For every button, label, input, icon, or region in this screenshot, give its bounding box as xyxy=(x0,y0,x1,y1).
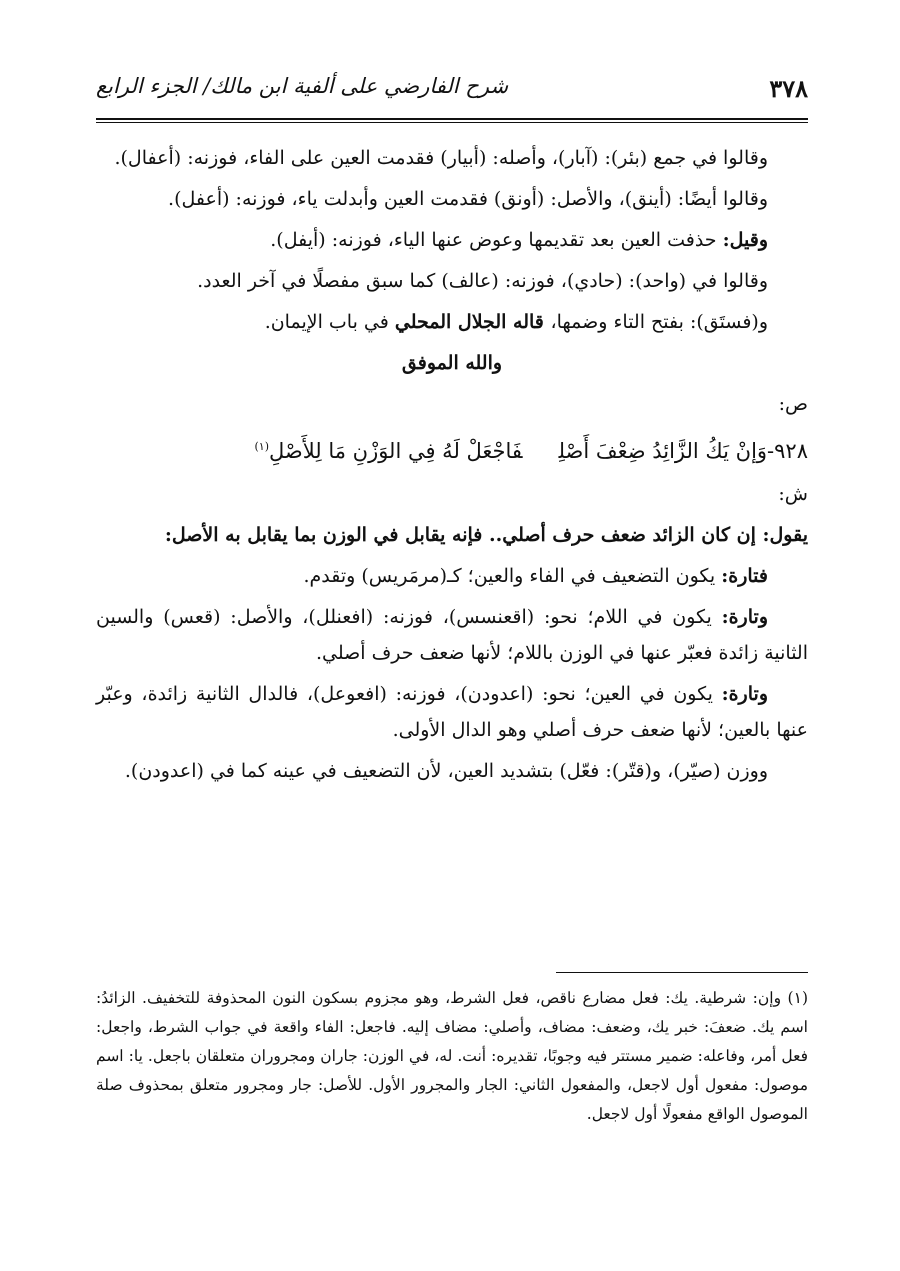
paragraph-text: يكون التضعيف في الفاء والعين؛ كـ(مرمَريس) وتقدم. xyxy=(303,565,722,587)
page-number: ٣٧٨ xyxy=(769,74,808,103)
footnote-reference[interactable]: (١) xyxy=(254,440,269,453)
paragraph-label: وتارة: xyxy=(721,606,768,628)
cited-scholar: قاله الجلال المحلي xyxy=(394,311,551,333)
footnote-rule xyxy=(556,972,808,973)
paragraph xyxy=(96,676,808,748)
paragraph xyxy=(96,558,808,594)
paragraph-text: و(فستَق): بفتح التاء وضمها، xyxy=(550,311,768,333)
paragraph-label: فتارة: xyxy=(721,565,768,587)
paragraph xyxy=(96,599,808,671)
footnote-text: (١) وإن: شرطية. يك: فعل مضارع ناقص، فعل الشرط، وهو مجزوم بسكون النون المحذوفة للتخفيف. الزائدُ: اسم يك. ضعفَ: خبر يك، وضعف: مضاف، وأصلي: مضاف إليه. فاجعل: الفاء واقعة في جواب الشرط، واجعل: فعل أمر، وفاعله: ضمير مستتر فيه وجوبًا، تقديره: أنت. له، في الوزن: جاران ومجروران متعلقان باجعل. يا: اسم موصول: مفعول أول لاجعل، والمفعول الثاني: الجار والمجرور الأول. للأصل: جار ومجرور متعلق بمحذوف صلة الموصول الواقع مفعولًا أول لاجعل. xyxy=(96,989,808,1123)
header-rule-thin xyxy=(96,122,808,123)
paragraph xyxy=(96,222,808,258)
header-rule xyxy=(96,118,808,120)
main-text xyxy=(96,140,808,794)
closing-phrase: والله الموفق xyxy=(401,352,503,374)
running-title: شرح الفارضي على ألفية ابن مالك/ الجزء الرابع xyxy=(96,74,509,98)
paragraph: وقالوا في جمع (بئر): (آبار)، وأصله: (أبيار) فقدمت العين على الفاء، فوزنه: (أعفال). xyxy=(114,147,768,169)
summary-text: يقول: إن كان الزائد ضعف حرف أصلي.. فإنه يقابل في الوزن بما يقابل به الأصل: xyxy=(164,524,808,546)
paragraph: وقالوا أيضًا: (أينق)، والأصل: (أونق) فقدمت العين وأبدلت ياء، فوزنه: (أعفل). xyxy=(168,188,768,210)
commentary-label: ش: xyxy=(778,483,808,505)
verse-number: ٩٢٨- xyxy=(767,439,808,463)
paragraph-text: في باب الإيمان. xyxy=(264,311,395,333)
paragraph-text: يكون في اللام؛ نحو: (اقعنسس)، فوزنه: (افعنلل)، والأصل: (قعس) والسين الثانية زائدة فعبّر عنها في الوزن باللام؛ لأنها ضعف حرف أصلي. xyxy=(96,606,808,664)
footnote xyxy=(96,984,808,1129)
paragraph: ووزن (صيّر)، و(قتّر): فعّل) بتشديد العين، لأن التضعيف في عينه كما في (اعدودن). xyxy=(124,760,768,782)
paragraph-label: وتارة: xyxy=(721,683,768,705)
paragraph-label: وقيل: xyxy=(722,229,768,251)
verse-line xyxy=(96,427,808,471)
paragraph: وقالوا في (واحد): (حادي)، فوزنه: (عالف) كما سبق مفصلًا في آخر العدد. xyxy=(197,270,768,292)
verse-hemistich-2: فَاجْعَلْ لَهُ فِي الوَزْنِ مَا لِلأَصْلِ xyxy=(268,439,523,463)
verse-label: ص: xyxy=(778,393,808,415)
page-header xyxy=(96,74,808,110)
paragraph-text: حذفت العين بعد تقديمها وعوض عنها الياء، فوزنه: (أيفل). xyxy=(270,229,723,251)
verse-hemistich-1: وَإنْ يَكُ الزَّائِدُ ضِعْفَ أَصْلِ xyxy=(558,439,768,463)
commentary-summary xyxy=(96,517,808,553)
paragraph-text: يكون في العين؛ نحو: (اعدودن)، فوزنه: (افعوعل)، فالدال الثانية زائدة، وعبّر عنها بالعين؛ لأنها ضعف حرف أصلي وهو الدال الأولى. xyxy=(96,683,808,741)
paragraph xyxy=(96,304,808,340)
